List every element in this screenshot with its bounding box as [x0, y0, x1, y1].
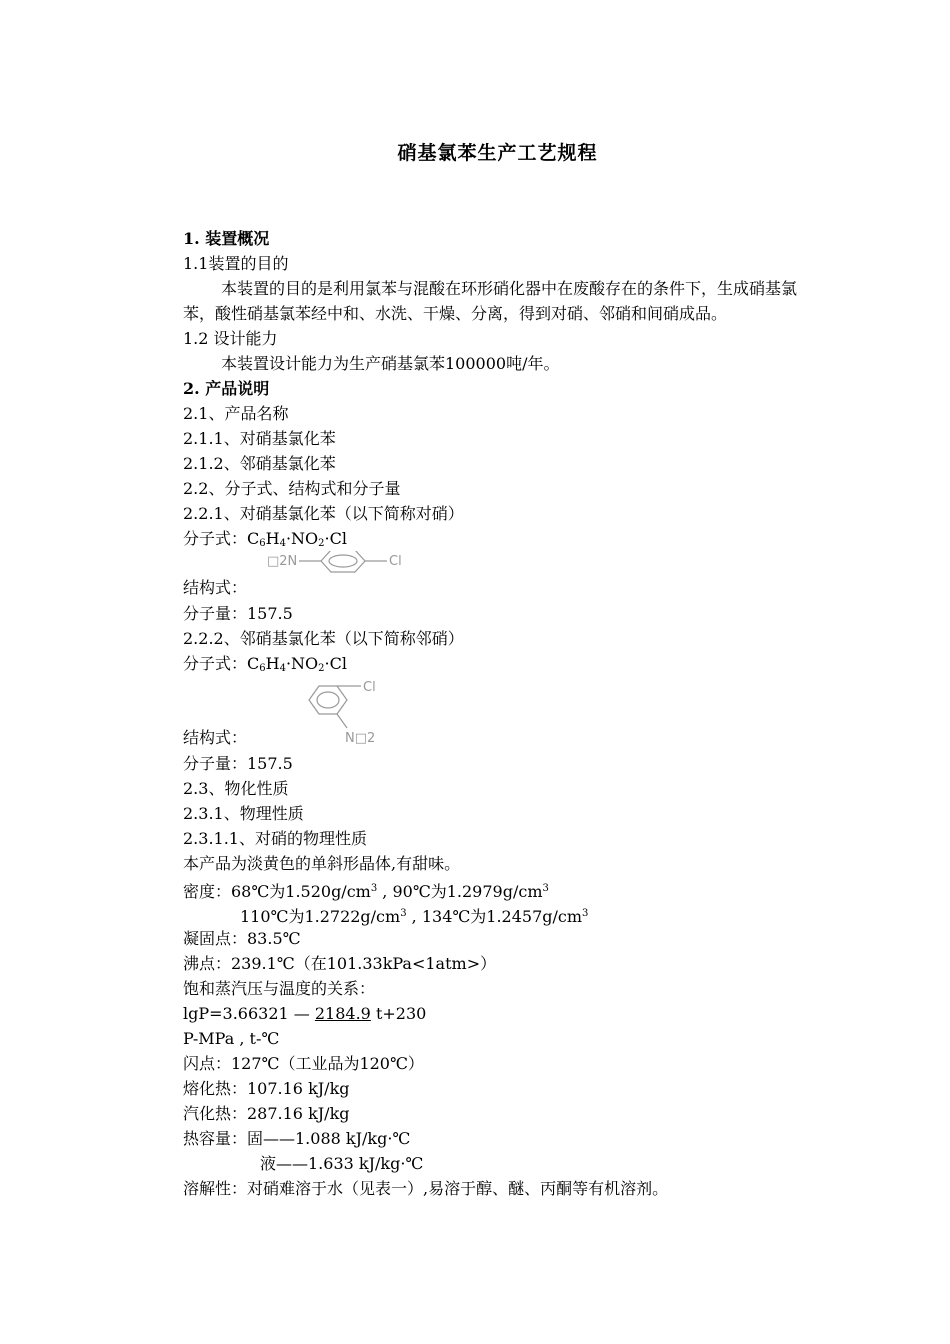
density-c: 110℃为1.2722g/cm	[240, 907, 401, 926]
ortho-structure-diagram	[301, 676, 411, 748]
para-structure-diagram	[265, 551, 425, 585]
para-ring	[321, 551, 365, 572]
para-ring-circle	[329, 555, 357, 567]
paragraph: 本装置设计能力为生产硝基氯苯100000吨/年。	[221, 354, 560, 373]
structure-label: 结构式：	[183, 578, 248, 597]
subsection-heading: 2.1、产品名称	[183, 404, 289, 423]
property-description: 本产品为淡黄色的单斜形晶体,有甜味。	[183, 854, 461, 873]
vapor-pressure-heading: 饱和蒸汽压与温度的关系：	[183, 979, 376, 998]
formula-line	[183, 651, 823, 676]
formula-line	[183, 526, 823, 551]
f-no: ·NO	[285, 529, 319, 548]
f-cl: ·Cl	[324, 529, 347, 548]
cube-sup: 3	[582, 908, 589, 919]
cube-sup: 3	[400, 908, 407, 919]
ortho-ring-circle	[317, 692, 339, 708]
subsection-heading: 1.1装置的目的	[183, 254, 289, 273]
density-d: , 134℃为1.2457g/cm	[406, 907, 583, 926]
paragraph-text: 本装置的目的是利用氯苯与混酸在环形硝化器中在废酸存在的条件下，生成硝基氯苯，酸性硝基氯苯经中和、水洗、干燥、分离，得到对硝、邻硝和间硝成品。	[183, 279, 798, 323]
structure-para	[183, 551, 823, 601]
flash-point: 闪点：127℃（工业品为120℃）	[183, 1054, 424, 1073]
formula-label: 分子式：	[183, 529, 248, 548]
solubility: 溶解性：对硝难溶于水（见表一）,易溶于醇、醚、丙酮等有机溶剂。	[183, 1179, 669, 1198]
density-line-1	[183, 876, 823, 901]
subsection-heading: 2.3.1.1、对硝的物理性质	[183, 829, 367, 848]
subsection-heading: 2.3.1、物理性质	[183, 804, 304, 823]
section-heading: 2. 产品说明	[183, 379, 270, 398]
f-cl: ·Cl	[324, 654, 347, 673]
f-no: ·NO	[285, 654, 319, 673]
structure-ortho	[183, 676, 823, 751]
f-2: 2	[318, 663, 325, 674]
section-heading: 1. 装置概况	[183, 229, 270, 248]
density-a: 密度：68℃为1.520g/cm	[183, 882, 371, 901]
formula-label: 分子式：	[183, 654, 248, 673]
cube-sup: 3	[370, 883, 378, 894]
ortho-cl-label: Cl	[363, 680, 376, 695]
heat-of-vaporization: 汽化热：287.16 kJ/kg	[183, 1104, 350, 1123]
ortho-no2-label: N□2	[345, 731, 376, 746]
equation-denominator: t+230	[370, 1004, 427, 1023]
structure-label: 结构式：	[183, 728, 248, 747]
subsection-heading: 2.1.2、邻硝基氯化苯	[183, 454, 336, 473]
f-h: H	[265, 654, 280, 673]
document-title: 硝基氯苯生产工艺规程	[397, 142, 598, 164]
density-b: , 90℃为1.2979g/cm	[377, 882, 543, 901]
subsection-heading: 2.2、分子式、结构式和分子量	[183, 479, 401, 498]
f-c: C	[247, 654, 260, 673]
ortho-bond-no2	[337, 714, 347, 728]
subsection-heading: 2.2.2、邻硝基氯化苯（以下简称邻硝）	[183, 629, 464, 648]
molecular-weight: 分子量：157.5	[183, 754, 293, 773]
subsection-heading: 2.1.1、对硝基氯化苯	[183, 429, 336, 448]
vapor-pressure-equation	[183, 1001, 823, 1026]
f-4: 4	[279, 663, 286, 674]
document-body	[183, 226, 823, 1201]
heat-capacity-solid: 热容量：固——1.088 kJ/kg·℃	[183, 1129, 411, 1148]
molecular-weight: 分子量：157.5	[183, 604, 293, 623]
equation-numerator: 2184.9	[314, 1004, 371, 1023]
equation-left: lgP=3.66321 —	[183, 1004, 315, 1023]
f-6: 6	[259, 663, 266, 674]
heat-of-fusion: 熔化热：107.16 kJ/kg	[183, 1079, 350, 1098]
heat-capacity-liquid: 液——1.633 kJ/kg·℃	[260, 1154, 424, 1173]
f-c: C	[247, 529, 260, 548]
density-line-2	[183, 901, 823, 926]
ortho-ring	[309, 686, 347, 714]
boiling-point: 沸点：239.1℃（在101.33kPa<1atm>）	[183, 954, 497, 973]
paragraph	[183, 276, 823, 326]
para-cl-label: Cl	[389, 554, 402, 569]
subsection-heading: 2.2.1、对硝基氯化苯（以下简称对硝）	[183, 504, 464, 523]
equation-units: P-MPa , t-℃	[183, 1029, 280, 1048]
f-2: 2	[318, 538, 325, 549]
para-no2-label: □2N	[267, 554, 298, 569]
subsection-heading: 1.2 设计能力	[183, 329, 278, 348]
f-6: 6	[259, 538, 266, 549]
cube-sup: 3	[542, 883, 549, 894]
f-h: H	[265, 529, 280, 548]
subsection-heading: 2.3、物化性质	[183, 779, 289, 798]
f-4: 4	[279, 538, 286, 549]
freezing-point: 凝固点：83.5℃	[183, 929, 301, 948]
